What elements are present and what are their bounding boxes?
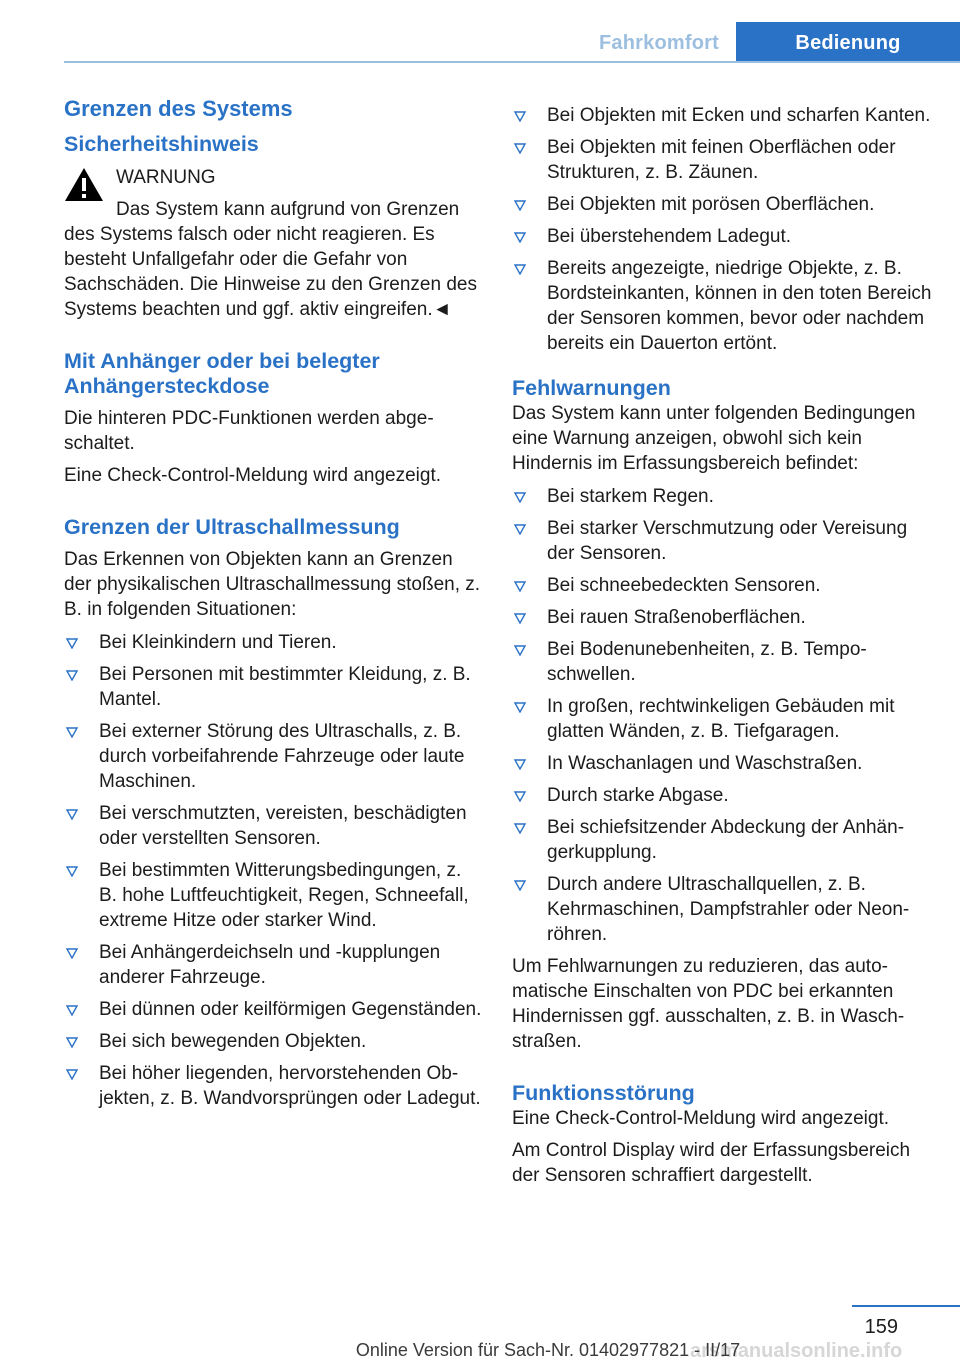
false-warnings-outro: Um Fehlwarnungen zu reduzieren, das automatische Einschalten von PDC bei erkannten Hindernissen ggf. ausschalten, z. B. in Waschstraßen. bbox=[512, 956, 905, 1052]
list-item bbox=[512, 694, 932, 744]
list-item bbox=[512, 135, 932, 185]
tab-fahrkomfort: Fahrkomfort bbox=[599, 32, 719, 54]
ultrasound-list bbox=[64, 630, 484, 1111]
list-item-text: Bei höher liegenden, hervorstehenden Objekten, z. B. Wandvorsprüngen oder Ladegut. bbox=[99, 1063, 481, 1109]
triangle-bullet-icon bbox=[66, 1005, 78, 1016]
triangle-bullet-icon bbox=[66, 727, 78, 738]
warning-title: WARNUNG bbox=[116, 167, 216, 188]
list-item bbox=[64, 630, 484, 655]
list-item bbox=[64, 801, 484, 851]
list-item-text: Bei Objekten mit feinen Oberflächen oder Strukturen, z. B. Zäunen. bbox=[547, 137, 896, 183]
ultrasound-list-continued bbox=[512, 103, 932, 356]
footer-rule bbox=[852, 1305, 960, 1307]
list-item bbox=[512, 516, 932, 566]
list-item-text: Bei starker Verschmutzung oder Vereisung der Sensoren. bbox=[547, 518, 908, 564]
ultrasound-heading: Grenzen der Ultraschallmessung bbox=[64, 515, 400, 539]
list-item-text: Bei bestimmten Witterungsbedingungen, z. B. hohe Luftfeuchtigkeit, Regen, Schneefall, extreme Hitze oder starker Wind. bbox=[99, 860, 469, 931]
list-item-text: Bei Anhängerdeichseln und -kupplungen anderer Fahrzeuge. bbox=[99, 942, 441, 988]
list-item bbox=[512, 573, 932, 598]
triangle-bullet-icon bbox=[514, 613, 526, 624]
triangle-bullet-icon bbox=[66, 1069, 78, 1080]
list-item-text: Bei Kleinkindern und Tieren. bbox=[99, 632, 337, 653]
triangle-bullet-icon bbox=[514, 791, 526, 802]
list-item bbox=[64, 662, 484, 712]
list-item-text: Bereits angezeigte, niedrige Objekte, z. B. Bordsteinkanten, können in den toten Bereich der Sensoren kommen, bevor oder nachdem bereits ein Dauerton ertönt. bbox=[547, 258, 932, 354]
list-item bbox=[512, 103, 932, 128]
list-item bbox=[64, 719, 484, 794]
triangle-bullet-icon bbox=[66, 638, 78, 649]
list-item bbox=[64, 940, 484, 990]
list-item bbox=[64, 1029, 484, 1054]
triangle-bullet-icon bbox=[514, 581, 526, 592]
triangle-bullet-icon bbox=[514, 880, 526, 891]
trailer-paragraph: Eine Check-Control-Meldung wird angezeigt. bbox=[64, 465, 442, 486]
list-item-text: Bei Objekten mit porösen Oberflächen. bbox=[547, 194, 875, 215]
list-item bbox=[512, 815, 932, 865]
triangle-bullet-icon bbox=[66, 948, 78, 959]
page-number: 159 bbox=[864, 1316, 898, 1338]
safety-heading: Sicherheitshinweis bbox=[64, 132, 259, 156]
online-version-note: Online Version für Sach-Nr. 01402977821 - II/17 bbox=[355, 1340, 741, 1360]
triangle-bullet-icon bbox=[66, 809, 78, 820]
list-item-text: Durch starke Abgase. bbox=[547, 785, 729, 806]
list-item bbox=[64, 997, 484, 1022]
triangle-bullet-icon bbox=[66, 670, 78, 681]
list-item bbox=[512, 751, 932, 776]
list-item bbox=[512, 256, 932, 356]
ultrasound-intro: Das Erkennen von Objekten kann an Grenzen der physikalischen Ultraschallmessung stoßen, z. B. in folgenden Situationen: bbox=[64, 549, 481, 620]
list-item-text: Bei Bodenunebenheiten, z. B. Temposchwellen. bbox=[547, 639, 867, 685]
trailer-heading: Mit Anhänger oder bei belegter Anhängersteckdose bbox=[64, 349, 380, 398]
triangle-bullet-icon bbox=[514, 492, 526, 503]
false-warnings-list bbox=[512, 484, 932, 947]
list-item-text: Bei schiefsitzender Abdeckung der Anhängerkupplung. bbox=[547, 817, 905, 863]
list-item-text: In Waschanlagen und Waschstraßen. bbox=[547, 753, 863, 774]
false-warnings-heading: Fehlwarnungen bbox=[512, 376, 671, 400]
header-rule bbox=[64, 61, 960, 63]
left-column bbox=[64, 96, 484, 1118]
trailer-paragraph: Die hinteren PDC-Funktionen werden abgeschaltet. bbox=[64, 408, 434, 454]
malfunction-paragraph: Am Control Display wird der Erfassungsbereich der Sensoren schraffiert dargestellt. bbox=[512, 1140, 911, 1186]
triangle-bullet-icon bbox=[66, 866, 78, 877]
triangle-bullet-icon bbox=[514, 823, 526, 834]
list-item-text: Bei starkem Regen. bbox=[547, 486, 714, 507]
warning-box bbox=[64, 165, 484, 322]
list-item bbox=[64, 858, 484, 933]
list-item bbox=[512, 872, 932, 947]
watermark: arsmanualsonline.info bbox=[690, 1340, 903, 1362]
list-item-text: In großen, rechtwinkeligen Gebäuden mit glatten Wänden, z. B. Tiefgaragen. bbox=[547, 696, 895, 742]
list-item-text: Bei verschmutzten, vereisten, beschädigten oder verstellten Sensoren. bbox=[99, 803, 467, 849]
malfunction-heading: Funktionsstörung bbox=[512, 1081, 695, 1105]
list-item-text: Bei rauen Straßenoberflächen. bbox=[547, 607, 806, 628]
list-item-text: Bei dünnen oder keilförmigen Gegenständen. bbox=[99, 999, 482, 1020]
page-header bbox=[0, 0, 960, 62]
list-item bbox=[64, 1061, 484, 1111]
right-column bbox=[512, 96, 932, 1188]
list-item bbox=[512, 224, 932, 249]
list-item-text: Bei externer Störung des Ultraschalls, z. B. durch vorbeifahrende Fahrzeuge oder laute Maschinen. bbox=[99, 721, 465, 792]
warning-triangle-icon bbox=[64, 167, 104, 202]
list-item-text: Bei Personen mit bestimmter Kleidung, z. B. Mantel. bbox=[99, 664, 471, 710]
triangle-bullet-icon bbox=[514, 200, 526, 211]
tab-bedienung: Bedienung bbox=[736, 22, 960, 62]
list-item-text: Bei überstehendem Ladegut. bbox=[547, 226, 792, 247]
list-item bbox=[512, 192, 932, 217]
triangle-bullet-icon bbox=[66, 1037, 78, 1048]
list-item-text: Bei Objekten mit Ecken und scharfen Kanten. bbox=[547, 105, 931, 126]
triangle-bullet-icon bbox=[514, 264, 526, 275]
triangle-bullet-icon bbox=[514, 232, 526, 243]
list-item-text: Bei sich bewegenden Objekten. bbox=[99, 1031, 367, 1052]
triangle-bullet-icon bbox=[514, 524, 526, 535]
list-item bbox=[512, 637, 932, 687]
triangle-bullet-icon bbox=[514, 143, 526, 154]
list-item-text: Durch andere Ultraschallquellen, z. B. Kehrmaschinen, Dampfstrahler oder Neonröhren. bbox=[547, 874, 910, 945]
section-title: Grenzen des Systems bbox=[64, 96, 293, 121]
list-item-text: Bei schneebedeckten Sensoren. bbox=[547, 575, 821, 596]
list-item bbox=[512, 783, 932, 808]
false-warnings-intro: Das System kann unter folgenden Bedingungen eine Warnung anzeigen, obwohl sich kein Hindernis im Erfassungsbereich befindet: bbox=[512, 403, 916, 474]
warning-text: Das System kann aufgrund von Grenzen des Systems falsch oder nicht reagieren. Es besteht Unfallgefahr oder die Gefahr von Sachschäden. Die Hinweise zu den Grenzen des Systems beachten und ggf. aktiv eingreifen.◄ bbox=[64, 199, 477, 320]
triangle-bullet-icon bbox=[514, 645, 526, 656]
triangle-bullet-icon bbox=[514, 702, 526, 713]
list-item bbox=[512, 605, 932, 630]
malfunction-paragraph: Eine Check-Control-Meldung wird angezeigt. bbox=[512, 1108, 890, 1129]
list-item bbox=[512, 484, 932, 509]
triangle-bullet-icon bbox=[514, 111, 526, 122]
triangle-bullet-icon bbox=[514, 759, 526, 770]
